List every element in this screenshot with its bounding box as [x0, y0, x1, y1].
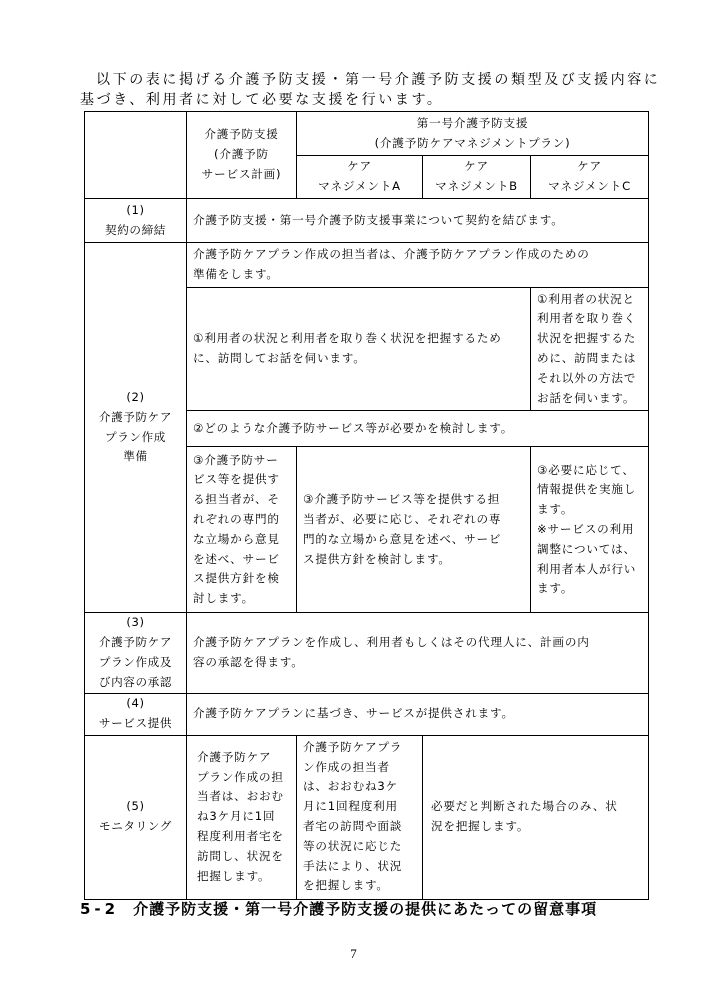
row-label-service: (4) サービス提供: [85, 693, 187, 735]
intro-paragraph: [80, 70, 661, 110]
row-plan-approval-text: 介護予防ケアプランを作成し、利用者もしくはその代理人に、計画の内 容の承認を得ます。: [187, 613, 649, 693]
row-policy-care-c: ③必要に応じて、 情報提供を実施し ます。 ※サービスの利用 調整については、 利用者本人が行い ます。: [531, 447, 649, 613]
intro-line-1: 以下の表に掲げる介護予防支援・第一号介護予防支援の類型及び支援内容に: [96, 72, 661, 88]
row-visit-care-c: ①利用者の状況と 利用者を取り巻く 状況を把握するた めに、訪問または それ以外の方法で お話を伺います。: [531, 287, 649, 411]
row-label-monitoring: (5) モニタリング: [85, 735, 187, 899]
row-monitoring-plan: 介護予防ケア プラン作成の担 当者は、おおむ ね3ケ月に1回 程度利用者宅を 訪問し、状況を 把握します。: [187, 735, 297, 899]
page-number: 7: [350, 946, 357, 961]
row-contract-text: 介護予防支援・第一号介護予防支援事業について契約を結びます。: [187, 199, 649, 243]
row-consider-services: ②どのような介護予防サービス等が必要かを検討します。: [187, 411, 649, 447]
row-monitoring-others: 必要だと判断された場合のみ、状 況を把握します。: [423, 735, 649, 899]
section-number: 5-2: [80, 900, 120, 918]
row-label-plan-prep: (2) 介護予防ケア プラン作成 準備: [85, 243, 187, 613]
row-policy-plan: ③介護予防サー ビス等を提供す る担当者が、そ れぞれの専門的 な立場から意見 を述べ、サービ ス提供方針を検 討します。: [187, 447, 297, 613]
row-policy-care-ab: ③介護予防サービス等を提供する担 当者が、必要に応じ、それぞれの専 門的な立場から意見を述べ、サービ ス提供方針を検討します。: [297, 447, 531, 613]
header-care-a: ケア マネジメントA: [297, 156, 423, 199]
section-title: 介護予防支援・第一号介護予防支援の提供にあたっての留意事項: [133, 900, 598, 918]
row-monitoring-care-a: 介護予防ケアプラ ン作成の担当者 は、おおむね3ケ 月に1回程度利用 者宅の訪問や面談 等の状況に応じた 手法により、状況 を把握します。: [297, 735, 423, 899]
section-heading: [80, 898, 597, 919]
header-corner-cell: [85, 112, 187, 199]
support-table: [84, 111, 649, 900]
row-visit-common: ①利用者の状況と利用者を取り巻く状況を把握するため に、訪問してお話を伺います。: [187, 287, 531, 411]
header-first-group: 第一号介護予防支援 (介護予防ケアマネジメントプラン): [297, 112, 649, 156]
intro-line-2: 基づき、利用者に対して必要な支援を行います。: [80, 92, 444, 108]
header-care-b: ケア マネジメントB: [423, 156, 531, 199]
row-service-text: 介護予防ケアプランに基づき、サービスが提供されます。: [187, 693, 649, 735]
row-plan-prep-text: 介護予防ケアプラン作成の担当者は、介護予防ケアプラン作成のための 準備をします。: [187, 243, 649, 288]
header-plan-col: 介護予防支援 (介護予防 サービス計画): [187, 112, 297, 199]
row-label-contract: (1) 契約の締結: [85, 199, 187, 243]
header-care-c: ケア マネジメントC: [531, 156, 649, 199]
row-label-plan-approval: (3) 介護予防ケア プラン作成及 び内容の承認: [85, 613, 187, 693]
